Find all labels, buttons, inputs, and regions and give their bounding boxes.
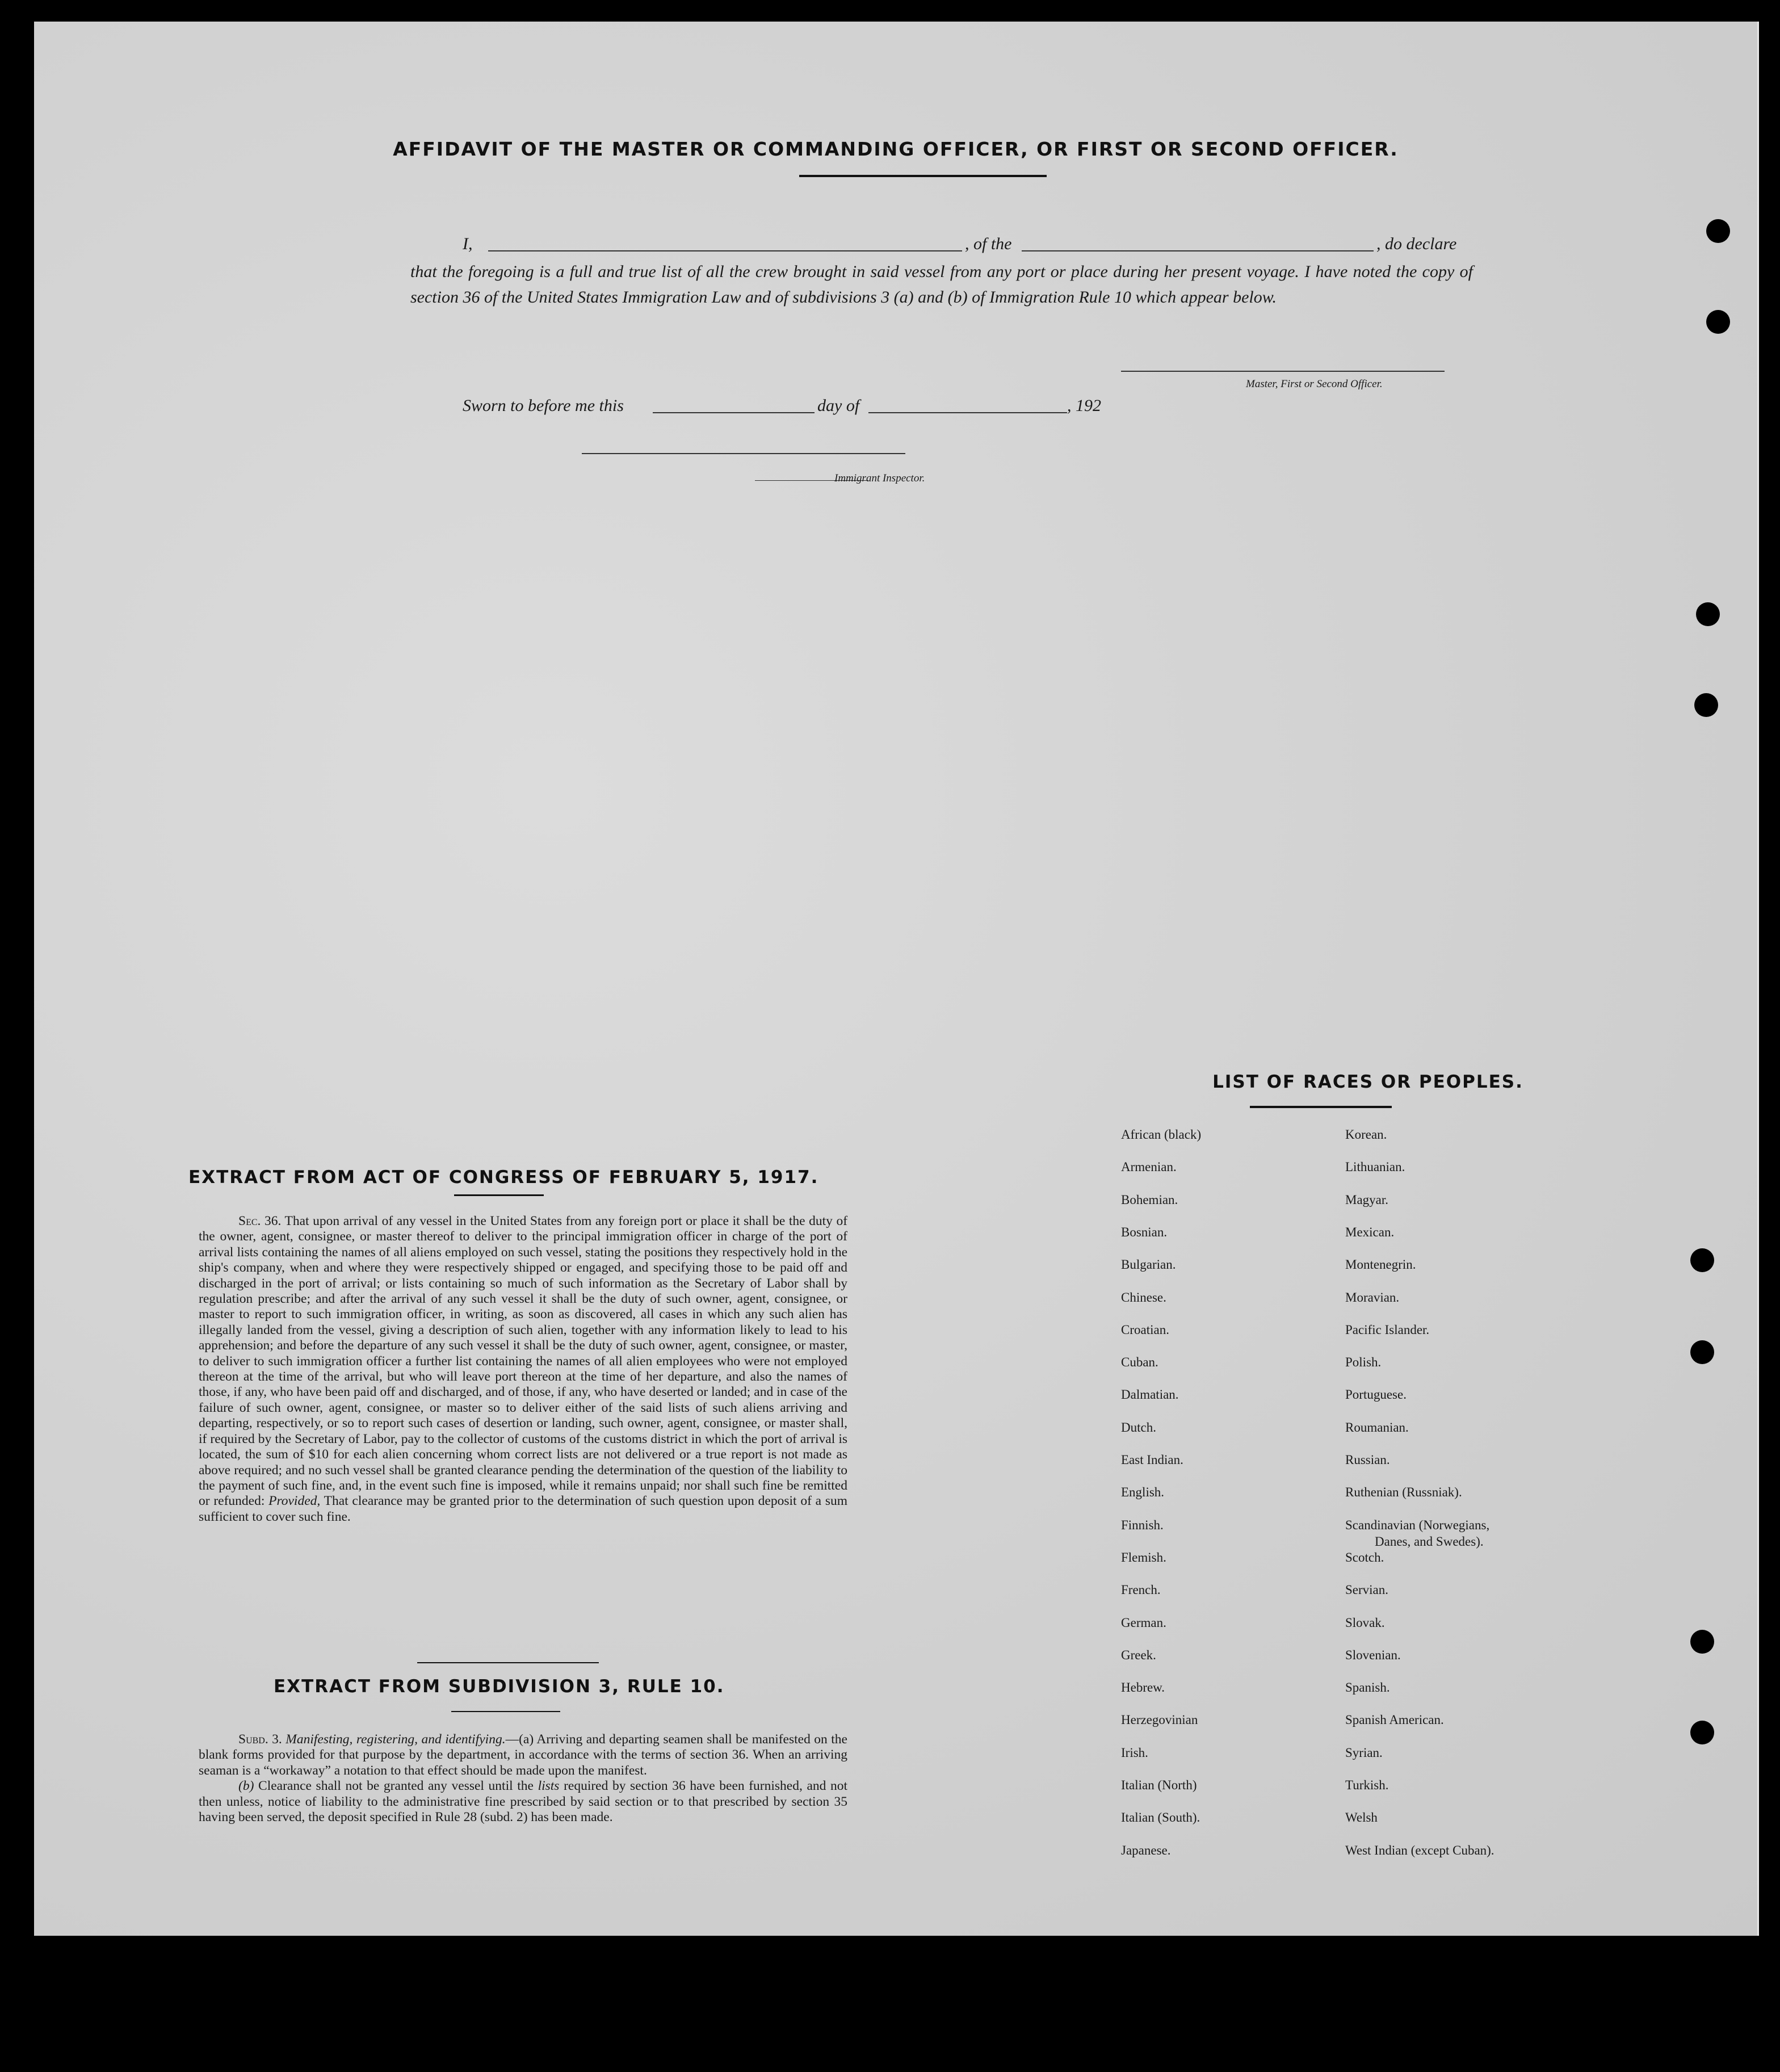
race-item: Irish. (1121, 1746, 1148, 1760)
race-item: East Indian. (1121, 1453, 1183, 1467)
punch-hole (1706, 310, 1730, 334)
race-item: Roumanian. (1345, 1420, 1409, 1435)
race-item: African (black) (1121, 1127, 1202, 1142)
sworn-month-line (868, 412, 1067, 413)
subd-label: Subd. 3. (238, 1732, 282, 1747)
race-item: Herzegovinian (1121, 1713, 1198, 1727)
subd-b-text-1: Clearance shall not be granted any vessel until the (258, 1779, 534, 1794)
act-extract-title: EXTRACT FROM ACT OF CONGRESS OF FEBRUARY 5, 1917. (188, 1167, 819, 1188)
sec-36-body: That upon arrival of any vessel in the United States from any foreign port or place it shall be the duty of the owner, agent, consignee, or master thereof to deliver to the principal immigration officer in charge of the port of arrival lists containing the names of all aliens employed on such vessel, stating the positions they respectively hold in the ship's company, when and where they were respectively shipped or engaged, and specifying those to be paid off and discharged in the port of arrival; or lists containing so much of such information as the Secretary of Labor shall by regulation prescribe; and after the arrival of any such vessel it shall be the duty of such owner, agent, consignee, or master to report to such immigration officer, in writing, as soon as discovered, all cases in which any such alien has illegally landed from the vessel, giving a description of such alien, together with any information likely to lead to his apprehension; and before the departure of any such vessel it shall be the duty of such owner, agent, consignee, or master, to deliver to such immigration officer a further list containing the names of all alien employees who were not employed thereon at the time of the arrival, but who will leave port thereon at the time of her departure, and also the names of those, if any, who have been paid off and discharged, and of those, if any, who have deserted or landed; and in case of the failure of such owner, agent, consignee, or master so to deliver either of the said lists of such aliens arriving and departing, respectively, or so to report such cases of desertion or landing, such owner, agent, consignee, or master shall, if required by the Secretary of Labor, pay to the collector of customs of the customs district in which the port of arrival is located, the sum of $10 for each alien concerning whom correct lists are not delivered or a true report is not made as above required; and no such vessel shall be granted clearance pending the determination of the question of the liability to the payment of such fine, and, in the event such fine is imposed, while it remains unpaid; nor shall such fine be remitted or refunded: (199, 1214, 848, 1509)
race-item: Syrian. (1345, 1746, 1383, 1760)
race-item: Dutch. (1121, 1420, 1156, 1435)
sec-36-end: That clearance may be granted prior to the determination of such question upon deposit of a sum sufficient to cover such fine. (199, 1494, 847, 1524)
sec-36-label: Sec. 36. (238, 1214, 282, 1228)
officer-signature-label: Master, First or Second Officer. (1246, 378, 1383, 390)
subd-a-marker: —(a) (505, 1732, 534, 1747)
rule-divider (417, 1662, 599, 1663)
sworn-prefix: Sworn to before me this (463, 396, 624, 415)
race-item: Spanish. (1345, 1680, 1390, 1694)
punch-hole (1696, 602, 1720, 626)
race-item: Magyar. (1345, 1193, 1389, 1207)
punch-hole (1690, 1340, 1714, 1364)
race-item: Russian. (1345, 1453, 1390, 1467)
race-item: Welsh (1345, 1810, 1378, 1824)
race-item: Bohemian. (1121, 1193, 1178, 1207)
race-item: English. (1121, 1485, 1165, 1499)
act-title-underline (454, 1194, 544, 1196)
race-item: Scotch. (1345, 1550, 1384, 1565)
race-item: Finnish. (1121, 1518, 1164, 1532)
race-item: Danes, and Swedes). (1375, 1534, 1484, 1549)
race-item: Japanese. (1121, 1843, 1171, 1857)
provided-word: Provided, (268, 1494, 321, 1509)
rule-subdivision-text (199, 1732, 847, 1825)
race-item: German. (1121, 1616, 1166, 1630)
race-item: Dalmatian. (1121, 1387, 1179, 1402)
document-page (34, 22, 1759, 1936)
declaration-do-declare: , do declare (1376, 234, 1457, 253)
race-item: Scandinavian (Norwegians, (1345, 1518, 1490, 1532)
punch-hole (1690, 1721, 1714, 1744)
race-item: Moravian. (1345, 1290, 1400, 1305)
race-item: Polish. (1345, 1355, 1382, 1369)
race-item: Korean. (1345, 1127, 1387, 1142)
rule-extract-title: EXTRACT FROM SUBDIVISION 3, RULE 10. (274, 1676, 725, 1697)
subd-heading: Manifesting, registering, and identifying. (286, 1732, 506, 1747)
declaration-body: that the foregoing is a full and true list of all the crew brought in said vessel from any port or place during her present voyage. I have noted the copy of section 36 of the United States Immigration Law and of subdivisions 3 (a) and (b) of Immigration Rule 10 which appear below. (410, 262, 1473, 307)
punch-hole (1706, 219, 1730, 243)
subd-b-marker: (b) (238, 1779, 254, 1794)
race-item: Croatian. (1121, 1323, 1169, 1337)
punch-hole (1690, 1248, 1714, 1272)
subd-b-lists: lists (538, 1779, 560, 1794)
name-blank-line (488, 250, 962, 251)
race-item: Flemish. (1121, 1550, 1166, 1565)
race-item: West Indian (except Cuban). (1345, 1843, 1494, 1857)
race-item: Cuban. (1121, 1355, 1158, 1369)
races-list-title: LIST OF RACES OR PEOPLES. (1212, 1072, 1523, 1092)
race-item: Slovenian. (1345, 1648, 1401, 1662)
act-section-36-text (199, 1214, 847, 1525)
race-item: Montenegrin. (1345, 1257, 1416, 1272)
affidavit-title: AFFIDAVIT OF THE MASTER OR COMMANDING OFFICER, OR FIRST OR SECOND OFFICER. (393, 138, 1399, 160)
inspector-signature-line (582, 453, 905, 454)
race-item: Bulgarian. (1121, 1257, 1176, 1272)
race-item: Pacific Islander. (1345, 1323, 1430, 1337)
race-item: Turkish. (1345, 1778, 1389, 1792)
inspector-label: Immigrant Inspector. (834, 472, 925, 484)
race-item: French. (1121, 1583, 1161, 1597)
punch-hole (1690, 1630, 1714, 1654)
race-item: Portuguese. (1345, 1387, 1407, 1402)
sworn-day-line (653, 412, 815, 413)
race-item: Armenian. (1121, 1160, 1177, 1174)
sworn-day-of: day of (817, 396, 860, 415)
race-item: Mexican. (1345, 1225, 1395, 1239)
race-item: Servian. (1345, 1583, 1389, 1597)
race-item: Italian (North) (1121, 1778, 1197, 1792)
punch-hole (1694, 693, 1718, 717)
race-item: Italian (South). (1121, 1810, 1200, 1824)
race-item: Greek. (1121, 1648, 1156, 1662)
rule-title-underline (451, 1711, 560, 1712)
race-item: Ruthenian (Russniak). (1345, 1485, 1462, 1499)
race-item: Hebrew. (1121, 1680, 1165, 1694)
subd-a-text: Arriving and departing seamen shall be manifested on the blank forms provided for that purpose by the department, in accordance with the terms of section 36. When an arriving seaman is a “workaway” a notation to that effect should be made upon the manifest. (199, 1732, 847, 1778)
race-item: Slovak. (1345, 1616, 1385, 1630)
race-item: Spanish American. (1345, 1713, 1444, 1727)
vessel-blank-line (1022, 250, 1374, 251)
subd-b-text-2: required by section 36 have been furnished, and not then unless, notice of liability to the administrative fine prescribed by said section or to that prescribed by section 35 having been served, the deposit specified in Rule 28 (subd. 2) has been made. (199, 1779, 848, 1825)
race-item: Chinese. (1121, 1290, 1166, 1305)
officer-signature-line (1121, 371, 1445, 372)
title-underline (799, 175, 1047, 177)
races-title-underline (1250, 1106, 1392, 1108)
race-item: Lithuanian. (1345, 1160, 1405, 1174)
declaration-i: I, (463, 234, 473, 253)
race-item: Bosnian. (1121, 1225, 1168, 1239)
sworn-year: , 192 (1067, 396, 1101, 415)
declaration-of-the: , of the (965, 234, 1012, 253)
